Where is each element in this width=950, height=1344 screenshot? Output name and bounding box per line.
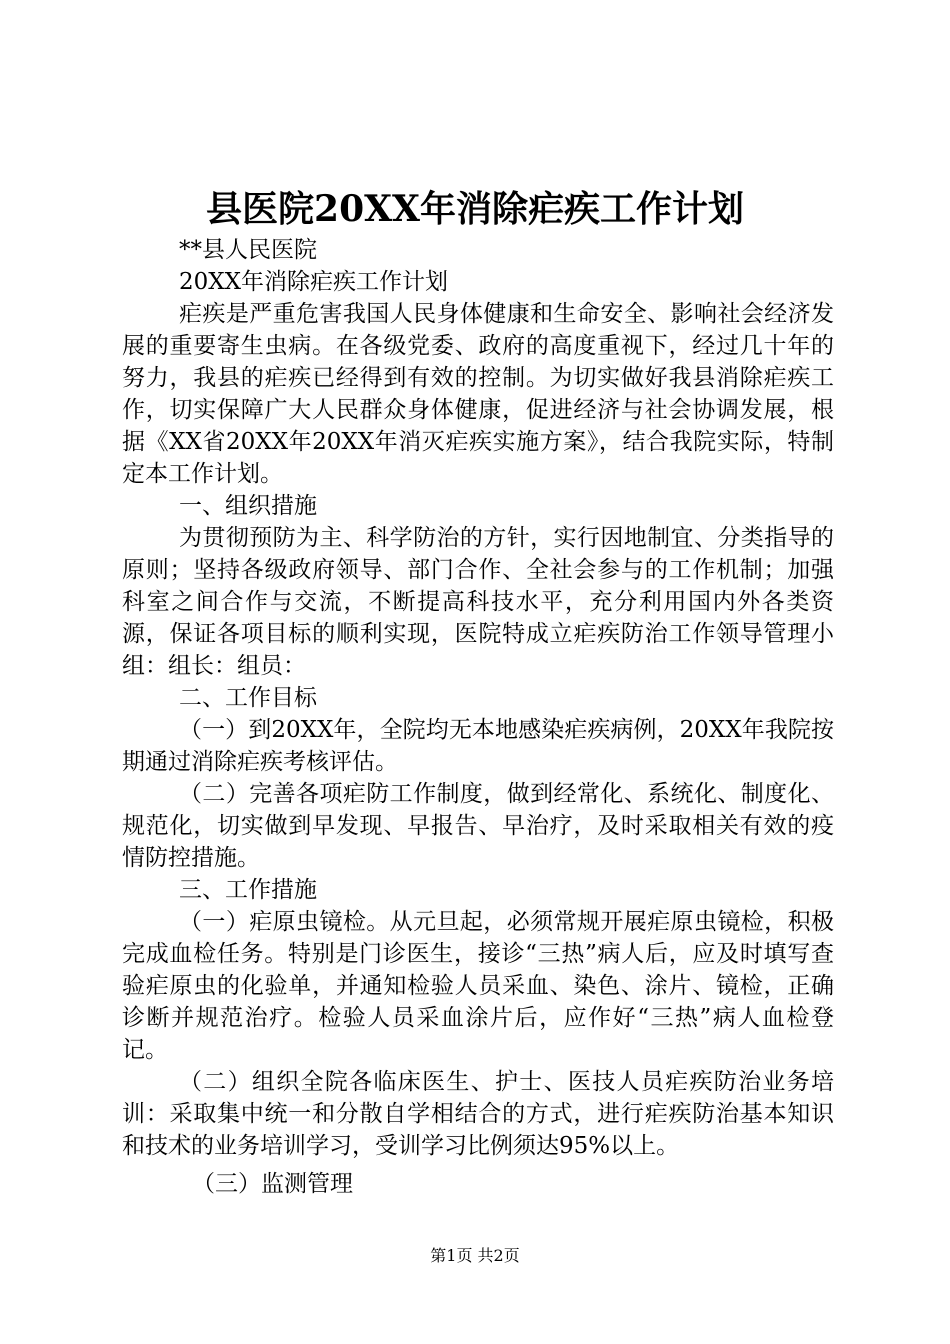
- section-heading-organization: 一、组织措施: [179, 493, 317, 519]
- measure-item-2: （二）组织全院各临床医生、护士、医技人员疟疾防治业务培训：采取集中统一和分散自学相结合的方式，进行疟疾防治基本知识和技术的业务培训学习，受训学习比例须达95%以上。: [122, 1069, 834, 1159]
- section-heading-measures: 三、工作措施: [179, 877, 317, 903]
- measure-item-3: （三）监测管理: [192, 1171, 353, 1197]
- measure-item-1: （一）疟原虫镜检。从元旦起，必须常规开展疟原虫镜检，积极完成血检任务。特别是门诊医生，接诊“三热”病人后，应及时填写查验疟原虫的化验单，并通知检验人员采血、染色、涂片、镜检，正确诊断并规范治疗。检验人员采血涂片后，应作好“三热”病人血检登记。: [122, 909, 834, 1063]
- organization-paragraph: 为贯彻预防为主、科学防治的方针，实行因地制宜、分类指导的原则；坚持各级政府领导、部门合作、全社会参与的工作机制；加强科室之间合作与交流，不断提高科技水平，充分利用国内外各类资源，保证各项目标的顺利实现，医院特成立疟疾防治工作领导管理小组：组长：组员：: [122, 525, 834, 679]
- intro-paragraph: 疟疾是严重危害我国人民身体健康和生命安全、影响社会经济发展的重要寄生虫病。在各级党委、政府的高度重视下，经过几十年的努力，我县的疟疾已经得到有效的控制。为切实做好我县消除疟疾工作，切实保障广大人民群众身体健康，促进经济与社会协调发展，根据《XX省20XX年20XX年消灭疟疾实施方案》，结合我院实际，特制定本工作计划。: [122, 301, 834, 487]
- section-heading-goals: 二、工作目标: [179, 685, 317, 711]
- organization-name: **县人民医院: [179, 237, 317, 263]
- document-body: [122, 234, 834, 1200]
- document-title: 县医院20XX年消除疟疾工作计划: [206, 188, 744, 230]
- page-number-footer: 第1页 共2页: [430, 1246, 520, 1265]
- document-subtitle: 20XX年消除疟疾工作计划: [179, 269, 449, 295]
- goal-item-2: （二）完善各项疟防工作制度，做到经常化、系统化、制度化、规范化，切实做到早发现、早报告、早治疗，及时采取相关有效的疫情防控措施。: [122, 781, 834, 871]
- goal-item-1: （一）到20XX年，全院均无本地感染疟疾病例，20XX年我院按期通过消除疟疾考核评估。: [122, 717, 834, 775]
